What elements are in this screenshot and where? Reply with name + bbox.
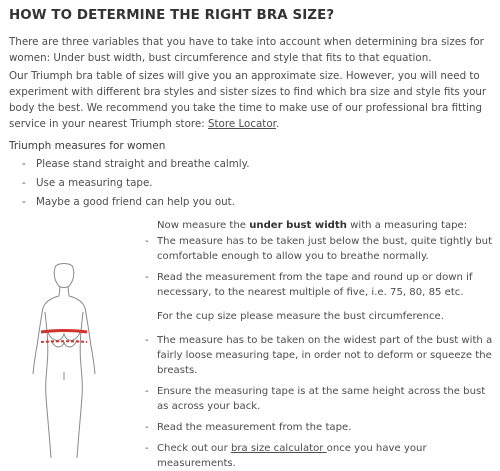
cup-list xyxy=(145,333,495,471)
cup-item: - Read the measurement from the tape. xyxy=(145,420,495,435)
prep-item: - Please stand straight and breathe calmly. xyxy=(22,155,250,174)
under-bust-intro xyxy=(145,218,495,233)
cup-item: - The measure has to be taken on the widest part of the bust with a fairly loose measuring tape, in order not to deform or squeeze the breasts. xyxy=(145,333,495,378)
under-bust-tail: with a measuring tape: xyxy=(346,220,468,231)
intro-paragraph-2-end: . xyxy=(275,118,280,130)
under-bust-lead: Now measure the xyxy=(157,220,250,231)
cup-item: - Ensure the measuring tape is at the same height across the bust as across your back. xyxy=(145,384,495,414)
page-title: HOW TO DETERMINE THE RIGHT BRA SIZE? xyxy=(9,8,335,23)
measure-instructions xyxy=(145,218,495,471)
store-locator-link[interactable]: Store Locator xyxy=(207,118,276,130)
prep-list xyxy=(22,155,250,212)
under-bust-list xyxy=(145,234,495,300)
measuring-tape-line xyxy=(41,331,87,333)
prep-item: - Maybe a good friend can help you out. xyxy=(22,193,250,212)
calculator-pre: Check out our xyxy=(157,443,231,454)
intro-paragraph-1: There are three variables that you have to take into account when determining bra sizes for women: Under bust width, bust circumference and style that fits to that equation. xyxy=(9,36,484,64)
under-bust-bold: under bust width xyxy=(249,220,347,231)
prep-item: - Use a measuring tape. xyxy=(22,174,250,193)
cup-intro: For the cup size please measure the bust circumference. xyxy=(157,311,444,322)
measures-heading: Triumph measures for women xyxy=(9,140,166,152)
calculator-post: once you have your measurements. xyxy=(157,443,427,469)
bra-size-calculator-link[interactable]: bra size calculator xyxy=(230,443,327,454)
under-bust-item: - The measure has to be taken just below the bust, quite tightly but comfortable enough to allow you to breathe normally. xyxy=(145,234,495,264)
intro-paragraph-2 xyxy=(9,68,493,132)
cup-item xyxy=(145,441,495,471)
intro-paragraph-2-text: Our Triumph bra table of sizes will give you an approximate size. However, you will need to experiment with different bra styles and sister sizes to find which bra size and style fits your body the best. We recommend you take the time to make use of our professional bra fitting service in your nearest Triumph store: xyxy=(9,70,487,130)
body-outline-with-tape-icon xyxy=(15,262,115,458)
under-bust-item: - Read the measurement from the tape and round up or down if necessary, to the nearest multiple of five, i.e. 75, 80, 85 etc. xyxy=(145,270,495,300)
